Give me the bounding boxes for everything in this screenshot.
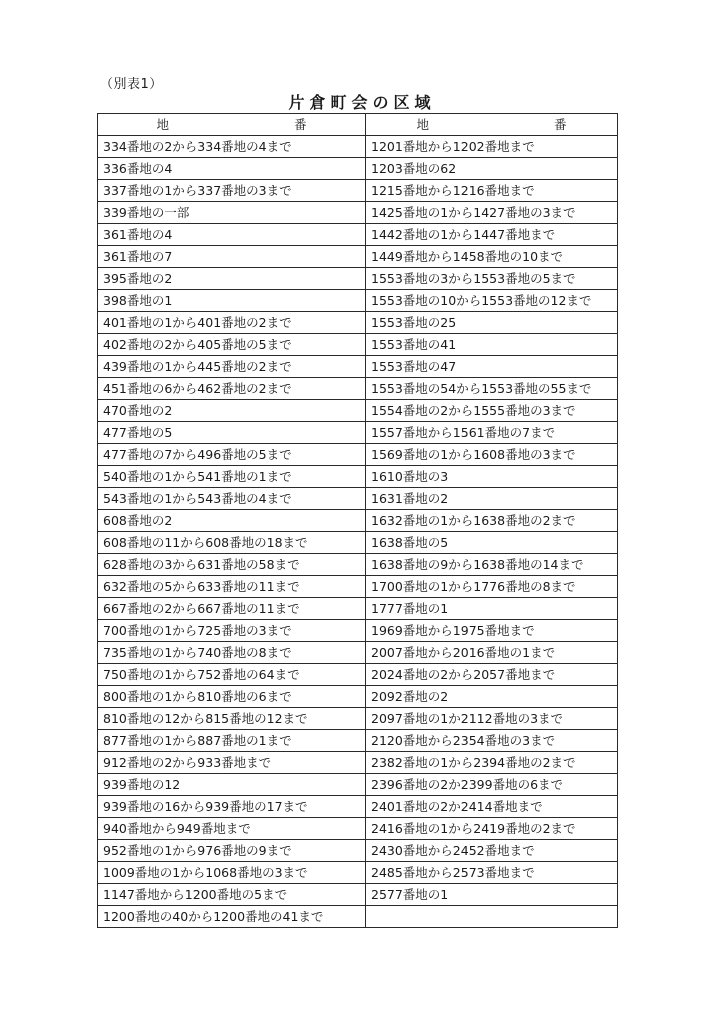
table-row xyxy=(98,884,618,906)
lot-cell-left: 608番地の2 xyxy=(98,510,366,532)
lot-cell-left: 912番地の2から933番地まで xyxy=(98,752,366,774)
lot-cell-left: 402番地の2から405番地の5まで xyxy=(98,334,366,356)
lot-cell-right: 2577番地の1 xyxy=(366,884,618,906)
lot-cell-left: 361番地の4 xyxy=(98,224,366,246)
lot-cell-left: 939番地の16から939番地の17まで xyxy=(98,796,366,818)
table-row xyxy=(98,796,618,818)
header-left: 地番 xyxy=(98,114,366,136)
lot-cell-left: 361番地の7 xyxy=(98,246,366,268)
table-row xyxy=(98,466,618,488)
lot-cell-left: 735番地の1から740番地の8まで xyxy=(98,642,366,664)
table-row xyxy=(98,422,618,444)
table-row xyxy=(98,202,618,224)
lot-cell-right: 1553番地の54から1553番地の55まで xyxy=(366,378,618,400)
lot-cell-right: 2485番地から2573番地まで xyxy=(366,862,618,884)
lot-cell-left: 470番地の2 xyxy=(98,400,366,422)
lot-cell-right: 2416番地の1から2419番地の2まで xyxy=(366,818,618,840)
lot-cell-right: 2396番地の2か2399番地の6まで xyxy=(366,774,618,796)
table-row xyxy=(98,708,618,730)
table-body xyxy=(98,136,618,928)
table-row xyxy=(98,400,618,422)
table-row xyxy=(98,752,618,774)
lot-cell-left: 401番地の1から401番地の2まで xyxy=(98,312,366,334)
lot-cell-left: 451番地の6から462番地の2まで xyxy=(98,378,366,400)
lot-cell-right: 2382番地の1から2394番地の2まで xyxy=(366,752,618,774)
lot-cell-left: 939番地の12 xyxy=(98,774,366,796)
table-row xyxy=(98,818,618,840)
table-row xyxy=(98,576,618,598)
lot-cell-left: 608番地の11から608番地の18まで xyxy=(98,532,366,554)
annex-label: （別表1） xyxy=(100,77,163,92)
lot-cell-right: 1201番地から1202番地まで xyxy=(366,136,618,158)
lot-cell-left: 336番地の4 xyxy=(98,158,366,180)
lot-cell-left: 540番地の1から541番地の1まで xyxy=(98,466,366,488)
lot-cell-right: 1553番地の41 xyxy=(366,334,618,356)
lot-cell-left: 1200番地の40から1200番地の41まで xyxy=(98,906,366,928)
lot-cell-right: 2007番地から2016番地の1まで xyxy=(366,642,618,664)
lot-cell-right xyxy=(366,906,618,928)
lot-cell-right: 1631番地の2 xyxy=(366,488,618,510)
lot-cell-right: 1553番地の3から1553番地の5まで xyxy=(366,268,618,290)
table-header-row xyxy=(98,114,618,136)
table-row xyxy=(98,334,618,356)
table-row xyxy=(98,224,618,246)
page-title: 片倉町会の区域 xyxy=(288,93,436,112)
table-row xyxy=(98,158,618,180)
table-row xyxy=(98,378,618,400)
lot-cell-left: 337番地の1から337番地の3まで xyxy=(98,180,366,202)
table-row xyxy=(98,444,618,466)
table-row xyxy=(98,686,618,708)
lot-table xyxy=(97,113,618,928)
lot-cell-right: 1632番地の1から1638番地の2まで xyxy=(366,510,618,532)
lot-cell-left: 477番地の7から496番地の5まで xyxy=(98,444,366,466)
lot-cell-right: 2401番地の2か2414番地まで xyxy=(366,796,618,818)
lot-cell-right: 1203番地の62 xyxy=(366,158,618,180)
table-row xyxy=(98,290,618,312)
table-row xyxy=(98,268,618,290)
table-row xyxy=(98,532,618,554)
table-row xyxy=(98,862,618,884)
lot-cell-right: 1638番地の5 xyxy=(366,532,618,554)
lot-cell-left: 439番地の1から445番地の2まで xyxy=(98,356,366,378)
lot-cell-left: 667番地の2から667番地の11まで xyxy=(98,598,366,620)
lot-cell-right: 1553番地の25 xyxy=(366,312,618,334)
table-row xyxy=(98,312,618,334)
table-row xyxy=(98,356,618,378)
lot-cell-right: 1553番地の10から1553番地の12まで xyxy=(366,290,618,312)
lot-cell-left: 810番地の12から815番地の12まで xyxy=(98,708,366,730)
lot-cell-left: 398番地の1 xyxy=(98,290,366,312)
lot-cell-left: 543番地の1から543番地の4まで xyxy=(98,488,366,510)
lot-cell-right: 1215番地から1216番地まで xyxy=(366,180,618,202)
table-row xyxy=(98,136,618,158)
lot-cell-right: 1700番地の1から1776番地の8まで xyxy=(366,576,618,598)
table-row xyxy=(98,642,618,664)
table-row xyxy=(98,598,618,620)
lot-cell-right: 1553番地の47 xyxy=(366,356,618,378)
lot-cell-right: 1442番地の1から1447番地まで xyxy=(366,224,618,246)
lot-cell-right: 2024番地の2から2057番地まで xyxy=(366,664,618,686)
table-row xyxy=(98,906,618,928)
table-row xyxy=(98,554,618,576)
lot-cell-left: 477番地の5 xyxy=(98,422,366,444)
lot-cell-left: 952番地の1から976番地の9まで xyxy=(98,840,366,862)
lot-cell-left: 750番地の1から752番地の64まで xyxy=(98,664,366,686)
lot-cell-left: 877番地の1から887番地の1まで xyxy=(98,730,366,752)
lot-cell-right: 1569番地の1から1608番地の3まで xyxy=(366,444,618,466)
table-row xyxy=(98,664,618,686)
table-row xyxy=(98,180,618,202)
lot-cell-right: 2120番地から2354番地の3まで xyxy=(366,730,618,752)
lot-cell-right: 1777番地の1 xyxy=(366,598,618,620)
lot-cell-left: 700番地の1から725番地の3まで xyxy=(98,620,366,642)
table-row xyxy=(98,510,618,532)
lot-cell-left: 339番地の一部 xyxy=(98,202,366,224)
lot-cell-left: 395番地の2 xyxy=(98,268,366,290)
lot-cell-right: 1449番地から1458番地の10まで xyxy=(366,246,618,268)
lot-cell-right: 1557番地から1561番地の7まで xyxy=(366,422,618,444)
lot-cell-right: 1969番地から1975番地まで xyxy=(366,620,618,642)
lot-cell-right: 1554番地の2から1555番地の3まで xyxy=(366,400,618,422)
table-row xyxy=(98,488,618,510)
lot-cell-right: 1425番地の1から1427番地の3まで xyxy=(366,202,618,224)
lot-cell-right: 2097番地の1か2112番地の3まで xyxy=(366,708,618,730)
lot-cell-left: 628番地の3から631番地の58まで xyxy=(98,554,366,576)
table-row xyxy=(98,774,618,796)
table-row xyxy=(98,840,618,862)
table-row xyxy=(98,246,618,268)
lot-cell-right: 1638番地の9から1638番地の14まで xyxy=(366,554,618,576)
lot-cell-left: 940番地から949番地まで xyxy=(98,818,366,840)
lot-cell-left: 1009番地の1から1068番地の3まで xyxy=(98,862,366,884)
lot-cell-right: 2092番地の2 xyxy=(366,686,618,708)
lot-cell-left: 632番地の5から633番地の11まで xyxy=(98,576,366,598)
lot-cell-left: 1147番地から1200番地の5まで xyxy=(98,884,366,906)
lot-cell-right: 2430番地から2452番地まで xyxy=(366,840,618,862)
table-row xyxy=(98,620,618,642)
header-right: 地番 xyxy=(366,114,618,136)
lot-cell-left: 800番地の1から810番地の6まで xyxy=(98,686,366,708)
lot-cell-right: 1610番地の3 xyxy=(366,466,618,488)
table-row xyxy=(98,730,618,752)
lot-cell-left: 334番地の2から334番地の4まで xyxy=(98,136,366,158)
